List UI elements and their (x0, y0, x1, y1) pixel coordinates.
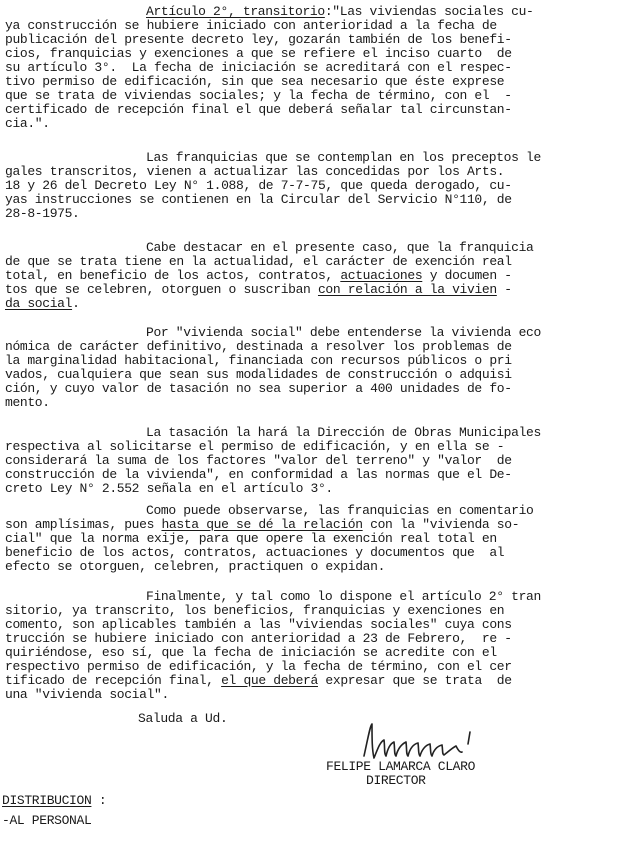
p3-underline-actuaciones: actuaciones (340, 268, 423, 283)
p7-line-2: sitorio, ya transcrito, los beneficios, franquicias y exenciones en (5, 603, 505, 618)
p7-line-5: quiriéndose, eso sí, que la fecha de iniciación se acredite con el (5, 645, 497, 660)
p6-line-2-start: son amplísimas, pues (5, 517, 162, 532)
p2-line-1: Las franquicias que se contemplan en los preceptos le (146, 150, 541, 165)
p1-line-1 (146, 5, 533, 18)
p7-underline-el-que-debera: el que deberá (221, 673, 318, 688)
p2-line-4: yas instrucciones se contienen en la Circular del Servicio N°110, de (5, 192, 512, 207)
p6-line-2-rest: con la "vivienda so- (362, 517, 520, 532)
p4-line-5: ción, y cuyo valor de tasación no sea superior a 400 unidades de fo- (5, 381, 512, 396)
p6-line-4: beneficio de los actos, contratos, actuaciones y documentos que al (5, 545, 505, 560)
p7-line-3: comento, son aplicables también a las "viviendas sociales" cuya cons (5, 617, 512, 632)
p2-line-3: 18 y 26 del Decreto Ley N° 1.088, de 7-7-75, que queda derogado, cu- (5, 178, 512, 193)
p3-line-2: de que se trata tiene en la actualidad, el carácter de exención real (5, 254, 512, 269)
p1-line-1-rest: :"Las viviendas sociales cu- (324, 4, 534, 19)
p1-line-3: publicación del presente decreto ley, gozarán también de los benefi- (5, 32, 512, 47)
p5-line-4: construcción de la vivienda", en conformidad a las normas que el De- (5, 467, 512, 482)
distribution-label: DISTRIBUCION (2, 793, 92, 808)
p1-line-8: certificado de recepción final el que deberá señalar tal circunstan- (5, 102, 512, 117)
distribution-item: -AL PERSONAL (2, 813, 92, 828)
p3-line-5-rest: . (72, 296, 80, 311)
p1-line-2: ya construcción se hubiere iniciado con anterioridad a la fecha de (5, 18, 497, 33)
p3-line-5 (5, 297, 80, 310)
p3-line-1: Cabe destacar en el presente caso, que la franquicia (146, 240, 534, 255)
p7-line-8: una "vivienda social". (5, 687, 169, 702)
p1-heading: Artículo 2°, transitorio (146, 4, 325, 19)
p1-line-9: cia.". (5, 116, 50, 131)
p7-line-4: trucción se hubiere iniciado con anterioridad a 23 de Febrero, re - (5, 631, 512, 646)
signatory-name: FELIPE LAMARCA CLARO (326, 759, 476, 774)
p3-line-3-rest: y documen - (422, 268, 512, 283)
p5-line-2: respectiva al solicitarse el permiso de edificación, y en ella se - (5, 439, 505, 454)
p1-line-5: su artículo 3°. La fecha de iniciación se acreditará con el respec- (5, 60, 512, 75)
p6-line-2 (5, 518, 519, 531)
p4-line-1: Por "vivienda social" debe entenderse la vivienda eco (146, 325, 541, 340)
p1-line-6: tivo permiso de edificación, sin que sea necesario que éste exprese (5, 74, 505, 89)
p2-line-5: 28-8-1975. (5, 206, 80, 221)
p4-line-6: mento. (5, 395, 50, 410)
p3-line-3 (5, 269, 512, 282)
p7-line-1: Finalmente, y tal como lo dispone el artículo 2° tran (146, 589, 541, 604)
p6-line-5: efecto se otorguen, celebren, practiquen o expidan. (5, 559, 386, 574)
p3-line-4-rest: - (496, 282, 512, 297)
signatory-title: DIRECTOR (366, 773, 426, 788)
p7-line-6: respectivo permiso de edificación, y la fecha de término, con el cer (5, 659, 512, 674)
p3-line-4 (5, 283, 512, 296)
p6-underline-relacion: hasta que se dé la relación (161, 517, 363, 532)
p4-line-4: vados, cualquiera que sean sus modalidades de construcción o adquisi (5, 367, 512, 382)
distribution-colon: : (91, 793, 107, 808)
p1-line-4: cios, franquicias y exenciones a que se refiere el inciso cuarto de (5, 46, 512, 61)
p4-line-3: la marginalidad habitacional, financiada con recursos públicos o pri (5, 353, 512, 368)
p6-line-3: cial" que la norma exije, para que opere la exención real total en (5, 531, 497, 546)
distribution-heading (2, 794, 106, 807)
p3-underline-vivienda-social: da social (5, 296, 73, 311)
closing-line: Saluda a Ud. (138, 711, 228, 726)
p3-underline-relacion: con relación a la vivien (317, 282, 497, 297)
p2-line-2: gales transcritos, vienen a actualizar las concedidas por los Arts. (5, 164, 505, 179)
p7-line-7-rest: expresar que se trata de (317, 673, 512, 688)
p5-line-1: La tasación la hará la Dirección de Obras Municipales (146, 425, 541, 440)
p5-line-5: creto Ley N° 2.552 señala en el artículo 3°. (5, 481, 333, 496)
p3-line-4-start: tos que se celebren, otorguen o suscriban (5, 282, 318, 297)
p7-line-7 (5, 674, 512, 687)
p6-line-1: Como puede observarse, las franquicias en comentario (146, 503, 534, 518)
p5-line-3: considerará la suma de los factores "valor del terreno" y "valor de (5, 453, 512, 468)
p7-line-7-start: tificado de recepción final, (5, 673, 222, 688)
p3-line-3-start: total, en beneficio de los actos, contratos, (5, 268, 333, 283)
p1-line-7: que se trata de viviendas sociales; y la fecha de término, con el - (5, 88, 512, 103)
p4-line-2: nómica de carácter definitivo, destinada a resolver los problemas de (5, 339, 512, 354)
